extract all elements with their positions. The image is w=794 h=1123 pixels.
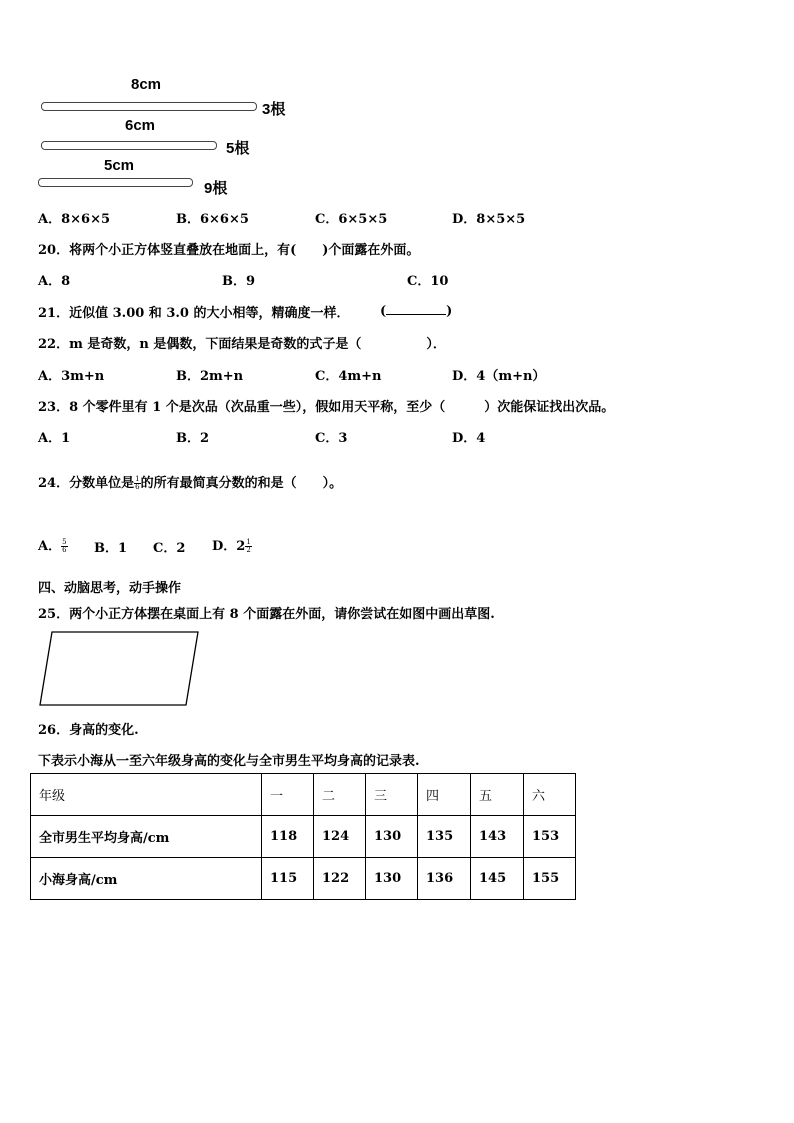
q23-option-b: B．2 (176, 431, 210, 446)
q24-option-c: C．2 (153, 541, 186, 556)
q19-option-b: B．6×6×5 (176, 212, 249, 227)
table-cell: 115 (262, 858, 314, 900)
q25-text: 25．两个小正方体摆在桌面上有 8 个面露在外面，请你尝试在如图中画出草图. (38, 607, 495, 622)
table-header-cell: 六 (524, 774, 576, 816)
table-header-cell: 三 (366, 774, 418, 816)
height-record-table (30, 773, 576, 900)
table-cell: 130 (366, 816, 418, 858)
q20-text: 20．将两个小正方体竖直叠放在地面上，有( )个面露在外面。 (38, 243, 420, 258)
table-header-cell: 二 (314, 774, 366, 816)
stick-count-3: 3根 (262, 101, 286, 118)
q21-paren-close: ) (446, 304, 453, 319)
table-cell: 145 (471, 858, 524, 900)
q21-answer-blank (380, 302, 452, 319)
q23-option-c: C．3 (315, 431, 348, 446)
q19-option-d: D．8×5×5 (452, 212, 526, 227)
q22-option-a: A．3m+n (38, 369, 105, 384)
table-cell: 153 (524, 816, 576, 858)
table-header-cell: 四 (418, 774, 471, 816)
q24-text (38, 472, 342, 491)
q24-prefix: 24．分数单位是 (38, 476, 135, 491)
q19-option-c: C．6×5×5 (315, 212, 388, 227)
stick-8cm (41, 102, 257, 111)
table-row (31, 816, 576, 858)
table-cell: 全市男生平均身高/cm (31, 816, 262, 858)
stick-length-5cm: 5cm (104, 157, 135, 174)
q24-option-a: A． $\frac{5}{6}$ (38, 538, 67, 554)
section-4-heading: 四、动脑思考，动手操作 (38, 581, 182, 596)
stick-count-9: 9根 (204, 180, 228, 197)
table-header-cell: 年级 (31, 774, 262, 816)
q19-option-a: A．8×6×5 (38, 212, 111, 227)
stick-length-8cm: 8cm (131, 76, 162, 93)
q24-unit-fraction: $\frac{1}{6}$ (135, 475, 140, 491)
q20-option-a: A．8 (38, 274, 71, 289)
parallelogram-shape (40, 632, 198, 705)
table-cell: 122 (314, 858, 366, 900)
q22-option-c: C．4m+n (315, 369, 382, 384)
table-header-cell: 一 (262, 774, 314, 816)
table-cell: 135 (418, 816, 471, 858)
table-cell: 155 (524, 858, 576, 900)
q24-option-d-fraction: $\frac{1}{2}$ (246, 538, 251, 554)
q22-option-d: D．4（m+n） (452, 369, 546, 384)
parallelogram-drawing-area (38, 630, 202, 708)
q23-option-a: A．1 (38, 431, 71, 446)
table-cell: 130 (366, 858, 418, 900)
q24-suffix: 的所有最简真分数的和是（ ）。 (140, 476, 343, 491)
q24-option-b: B．1 (94, 541, 128, 556)
q26-text: 26．身高的变化. (38, 723, 139, 738)
q23-option-d: D．4 (452, 431, 486, 446)
table-header-cell: 五 (471, 774, 524, 816)
stick-6cm (41, 141, 217, 150)
table-header-row (31, 774, 576, 816)
q23-text: 23．8 个零件里有 1 个是次品（次品重一些），假如用天平称，至少（ ）次能保证找出次品。 (38, 400, 615, 415)
q20-option-b: B．9 (222, 274, 256, 289)
table-row (31, 858, 576, 900)
table-cell: 136 (418, 858, 471, 900)
table-cell: 143 (471, 816, 524, 858)
q20-option-c: C．10 (407, 274, 449, 289)
table-cell: 124 (314, 816, 366, 858)
q24-option-a-fraction: $\frac{5}{6}$ (62, 538, 67, 554)
q22-text: 22．m 是奇数，n 是偶数，下面结果是奇数的式子是（ ）． (38, 337, 446, 352)
q21-paren-open: ( (380, 304, 387, 319)
table-cell: 小海身高/cm (31, 858, 262, 900)
stick-5cm (38, 178, 193, 187)
stick-length-6cm: 6cm (125, 117, 156, 134)
stick-count-5: 5根 (226, 140, 250, 157)
q21-blank-line (386, 302, 446, 315)
q21-text: 21．近似值 3.00 和 3.0 的大小相等，精确度一样． (38, 306, 350, 321)
table-cell: 118 (262, 816, 314, 858)
q24-option-d: D．2 $\frac{1}{2}$ (212, 538, 251, 554)
table-caption: 下表示小海从一至六年级身高的变化与全市男生平均身高的记录表. (38, 754, 420, 769)
q22-option-b: B．2m+n (176, 369, 244, 384)
